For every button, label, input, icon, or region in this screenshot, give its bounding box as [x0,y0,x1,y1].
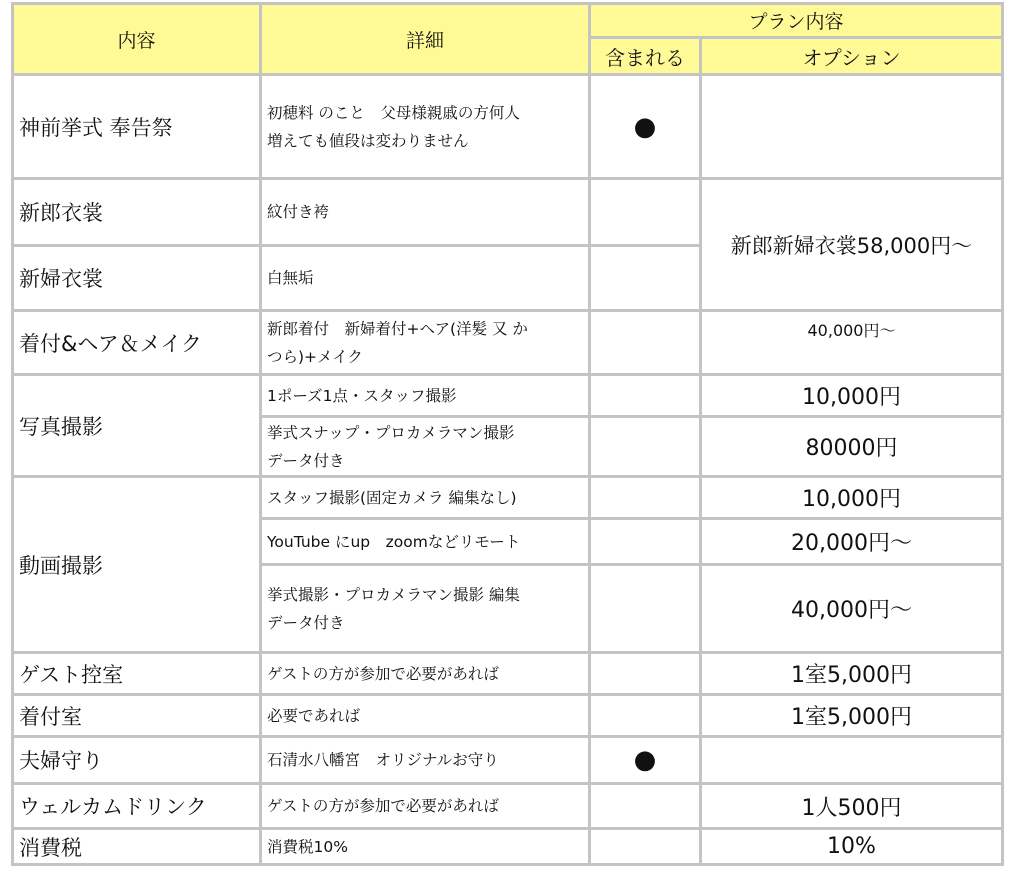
row-detail: ゲストの方が参加で必要があれば [261,653,590,695]
row-detail: 1ポーズ1点・スタッフ撮影 [261,375,590,417]
included-mark: ● [590,75,701,179]
header-included: 含まれる [590,38,701,75]
included-mark: ● [590,737,701,784]
row-detail: ゲストの方が参加で必要があれば [261,784,590,829]
row-option: 1室5,000円 [701,653,1003,695]
table-row [13,653,1003,695]
included-mark [590,784,701,829]
row-option [701,737,1003,784]
row-category: 新郎衣裳 [13,179,261,246]
row-detail: 挙式スナップ・プロカメラマン撮影 データ付き [261,417,590,477]
row-category: 着付&ヘア＆メイク [13,311,261,375]
included-mark [590,311,701,375]
row-detail: 消費税10% [261,829,590,865]
plan-table [11,2,1004,866]
included-mark [590,179,701,246]
table-row [13,75,1003,179]
row-category: 新婦衣裳 [13,246,261,311]
row-option: 20,000円～ [701,519,1003,565]
row-detail: 必要であれば [261,695,590,737]
row-option: 40,000円～ [701,311,1003,375]
row-category: 神前挙式 奉告祭 [13,75,261,179]
plan-table-wrapper [11,2,1004,866]
row-detail: 白無垢 [261,246,590,311]
row-option: 10,000円 [701,477,1003,519]
table-row [13,179,1003,246]
included-mark [590,375,701,417]
table-row [13,375,1003,417]
row-category: ウェルカムドリンク [13,784,261,829]
included-mark [590,653,701,695]
row-category: ゲスト控室 [13,653,261,695]
included-mark [590,519,701,565]
row-detail: 紋付き袴 [261,179,590,246]
table-row [13,737,1003,784]
row-option: 1人500円 [701,784,1003,829]
row-detail: スタッフ撮影(固定カメラ 編集なし) [261,477,590,519]
row-detail: 新郎着付 新婦着付+ヘア(洋髪 又 か つら)+メイク [261,311,590,375]
row-option: 1室5,000円 [701,695,1003,737]
header-content: 内容 [13,4,261,75]
row-category: 着付室 [13,695,261,737]
included-mark [590,477,701,519]
included-mark [590,246,701,311]
row-option: 10,000円 [701,375,1003,417]
row-detail: YouTube にup zoomなどリモート [261,519,590,565]
row-category: 夫婦守り [13,737,261,784]
header-detail: 詳細 [261,4,590,75]
row-option: 10% [701,829,1003,865]
included-mark [590,565,701,653]
row-option: 新郎新婦衣裳58,000円～ [701,179,1003,311]
row-category: 写真撮影 [13,375,261,477]
row-option: 80000円 [701,417,1003,477]
table-row [13,311,1003,375]
table-row [13,477,1003,519]
row-option [701,75,1003,179]
included-mark [590,417,701,477]
table-row [13,695,1003,737]
row-detail: 挙式撮影・プロカメラマン撮影 編集 データ付き [261,565,590,653]
included-mark [590,695,701,737]
header-option: オプション [701,38,1003,75]
included-mark [590,829,701,865]
row-category: 動画撮影 [13,477,261,653]
header-plan: プラン内容 [590,4,1003,38]
table-row [13,829,1003,865]
row-detail: 石清水八幡宮 オリジナルお守り [261,737,590,784]
row-option: 40,000円～ [701,565,1003,653]
row-detail: 初穂料 のこと 父母様親戚の方何人 増えても値段は変わりません [261,75,590,179]
row-category: 消費税 [13,829,261,865]
table-row [13,784,1003,829]
